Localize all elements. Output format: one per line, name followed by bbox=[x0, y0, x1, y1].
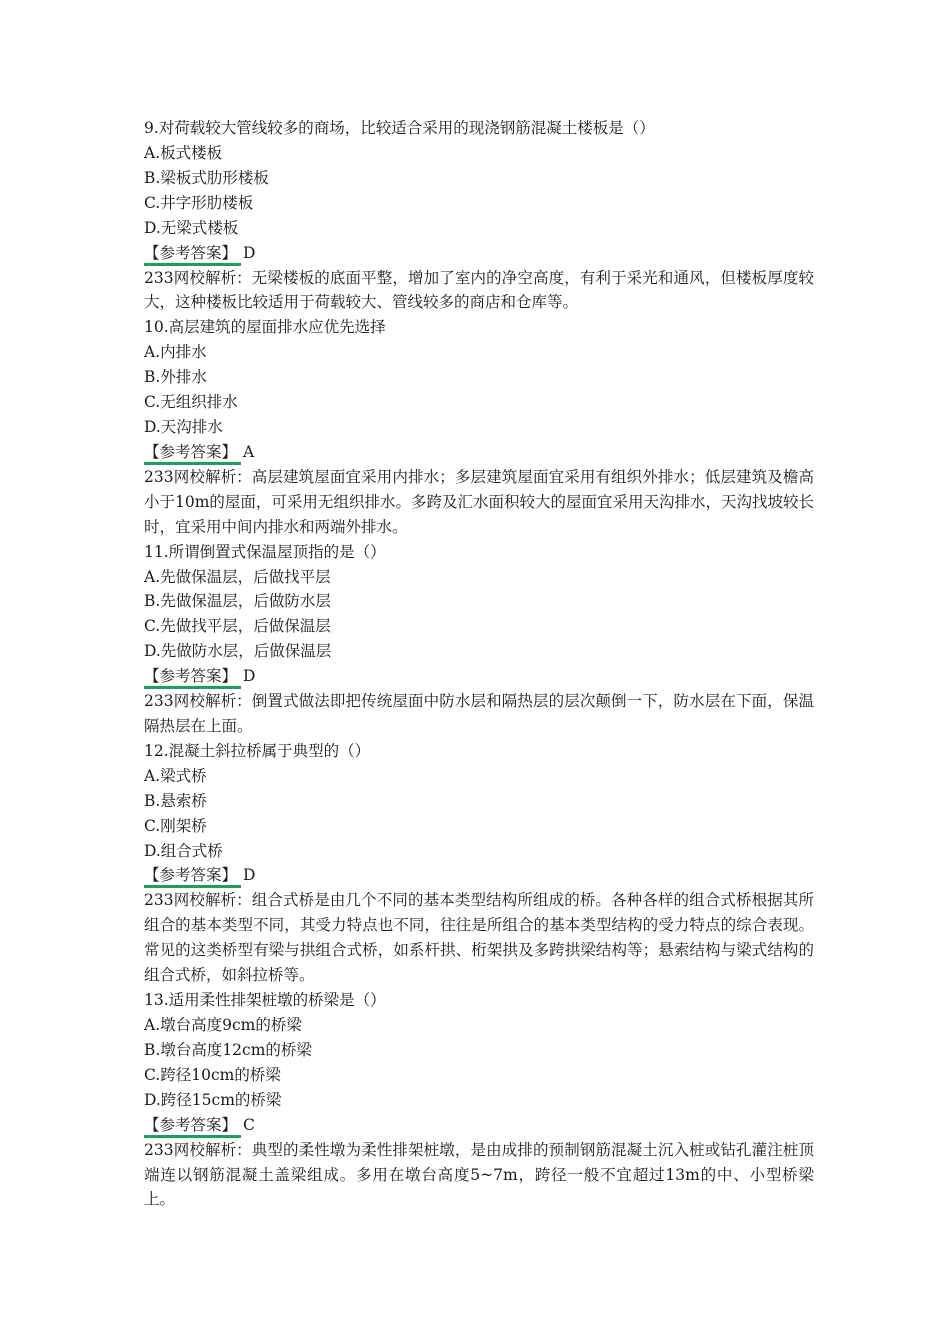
answer-label: 【参考答案】 bbox=[144, 442, 241, 465]
question-9 bbox=[144, 116, 814, 315]
question-stem: 11.所谓倒置式保温屋顶指的是（） bbox=[144, 542, 386, 561]
question-13 bbox=[144, 988, 814, 1212]
explanation: 233网校解析：倒置式做法即把传统屋面中防水层和隔热层的层次颠倒一下，防水层在下面，保温隔热层在上面。 bbox=[144, 692, 814, 736]
answer-label: 【参考答案】 bbox=[144, 243, 241, 266]
question-12 bbox=[144, 739, 814, 988]
option-b: B.梁板式肋形楼板 bbox=[144, 168, 269, 187]
answer-label: 【参考答案】 bbox=[144, 1115, 241, 1138]
question-stem: 10.高层建筑的屋面排水应优先选择 bbox=[144, 318, 386, 337]
answer-value: D bbox=[243, 243, 256, 262]
answer-value: A bbox=[243, 442, 255, 461]
option-b: B.外排水 bbox=[144, 368, 207, 387]
option-c: C.先做找平层，后做保温层 bbox=[144, 617, 331, 636]
answer-value: C bbox=[243, 1115, 255, 1134]
option-d: D.先做防水层，后做保温层 bbox=[144, 642, 332, 661]
option-d: D.组合式桥 bbox=[144, 841, 223, 860]
answer-row bbox=[144, 863, 814, 888]
option-b: B.墩台高度12cm的桥梁 bbox=[144, 1040, 312, 1059]
option-c: C.井字形肋楼板 bbox=[144, 193, 254, 212]
answer-row bbox=[144, 241, 814, 266]
answer-row bbox=[144, 1113, 814, 1138]
question-10 bbox=[144, 315, 814, 539]
option-a: A.内排水 bbox=[144, 343, 207, 362]
question-stem: 13.适用柔性排架桩墩的桥梁是（） bbox=[144, 991, 386, 1010]
question-stem: 9.对荷载较大管线较多的商场，比较适合采用的现浇钢筋混凝土楼板是（） bbox=[144, 119, 655, 137]
option-a: A.梁式桥 bbox=[144, 766, 207, 785]
option-a: A.先做保温层，后做找平层 bbox=[144, 567, 331, 586]
option-d: D.跨径15cm的桥梁 bbox=[144, 1090, 282, 1109]
answer-label: 【参考答案】 bbox=[144, 666, 241, 689]
answer-row bbox=[144, 440, 814, 465]
explanation: 233网校解析：组合式桥是由几个不同的基本类型结构所组成的桥。各种各样的组合式桥根据其所组合的基本类型不同，其受力特点也不同，往往是所组合的基本类型结构的受力特点的综合表现。常见的这类桥型有梁与拱组合式桥，如系杆拱、桁架拱及多跨拱梁结构等；悬索结构与梁式结构的组合式桥，如斜拉桥等。 bbox=[144, 891, 814, 985]
option-a: A.墩台高度9cm的桥梁 bbox=[144, 1016, 302, 1034]
answer-label: 【参考答案】 bbox=[144, 865, 241, 888]
option-c: C.跨径10cm的桥梁 bbox=[144, 1065, 281, 1084]
option-c: C.无组织排水 bbox=[144, 393, 238, 412]
option-d: D.天沟排水 bbox=[144, 417, 223, 436]
option-d: D.无梁式楼板 bbox=[144, 218, 239, 237]
option-c: C.刚架桥 bbox=[144, 816, 207, 835]
option-b: B.悬索桥 bbox=[144, 791, 207, 810]
question-11 bbox=[144, 540, 814, 739]
option-a: A.板式楼板 bbox=[144, 143, 223, 162]
question-list bbox=[144, 116, 814, 1212]
explanation: 233网校解析：高层建筑屋面宜采用内排水；多层建筑屋面宜采用有组织外排水；低层建筑及檐高小于10m的屋面，可采用无组织排水。多跨及汇水面积较大的屋面宜采用天沟排水，天沟找坡较长时，宜采用中间内排水和两端外排水。 bbox=[144, 467, 814, 536]
explanation: 233网校解析：无梁楼板的底面平整，增加了室内的净空高度，有利于采光和通风，但楼板厚度较大，这种楼板比较适用于荷载较大、管线较多的商店和仓库等。 bbox=[144, 268, 814, 312]
answer-value: D bbox=[243, 866, 256, 885]
question-stem: 12.混凝土斜拉桥属于典型的（） bbox=[144, 741, 371, 760]
explanation: 233网校解析：典型的柔性墩为柔性排架桩墩，是由成排的预制钢筋混凝土沉入桩或钻孔灌注桩顶端连以钢筋混凝土盖梁组成。多用在墩台高度5~7m，跨径一般不宜超过13m的中、小型桥梁上。 bbox=[144, 1140, 814, 1209]
option-b: B.先做保温层，后做防水层 bbox=[144, 592, 331, 611]
answer-value: D bbox=[243, 667, 256, 686]
answer-row bbox=[144, 664, 814, 689]
